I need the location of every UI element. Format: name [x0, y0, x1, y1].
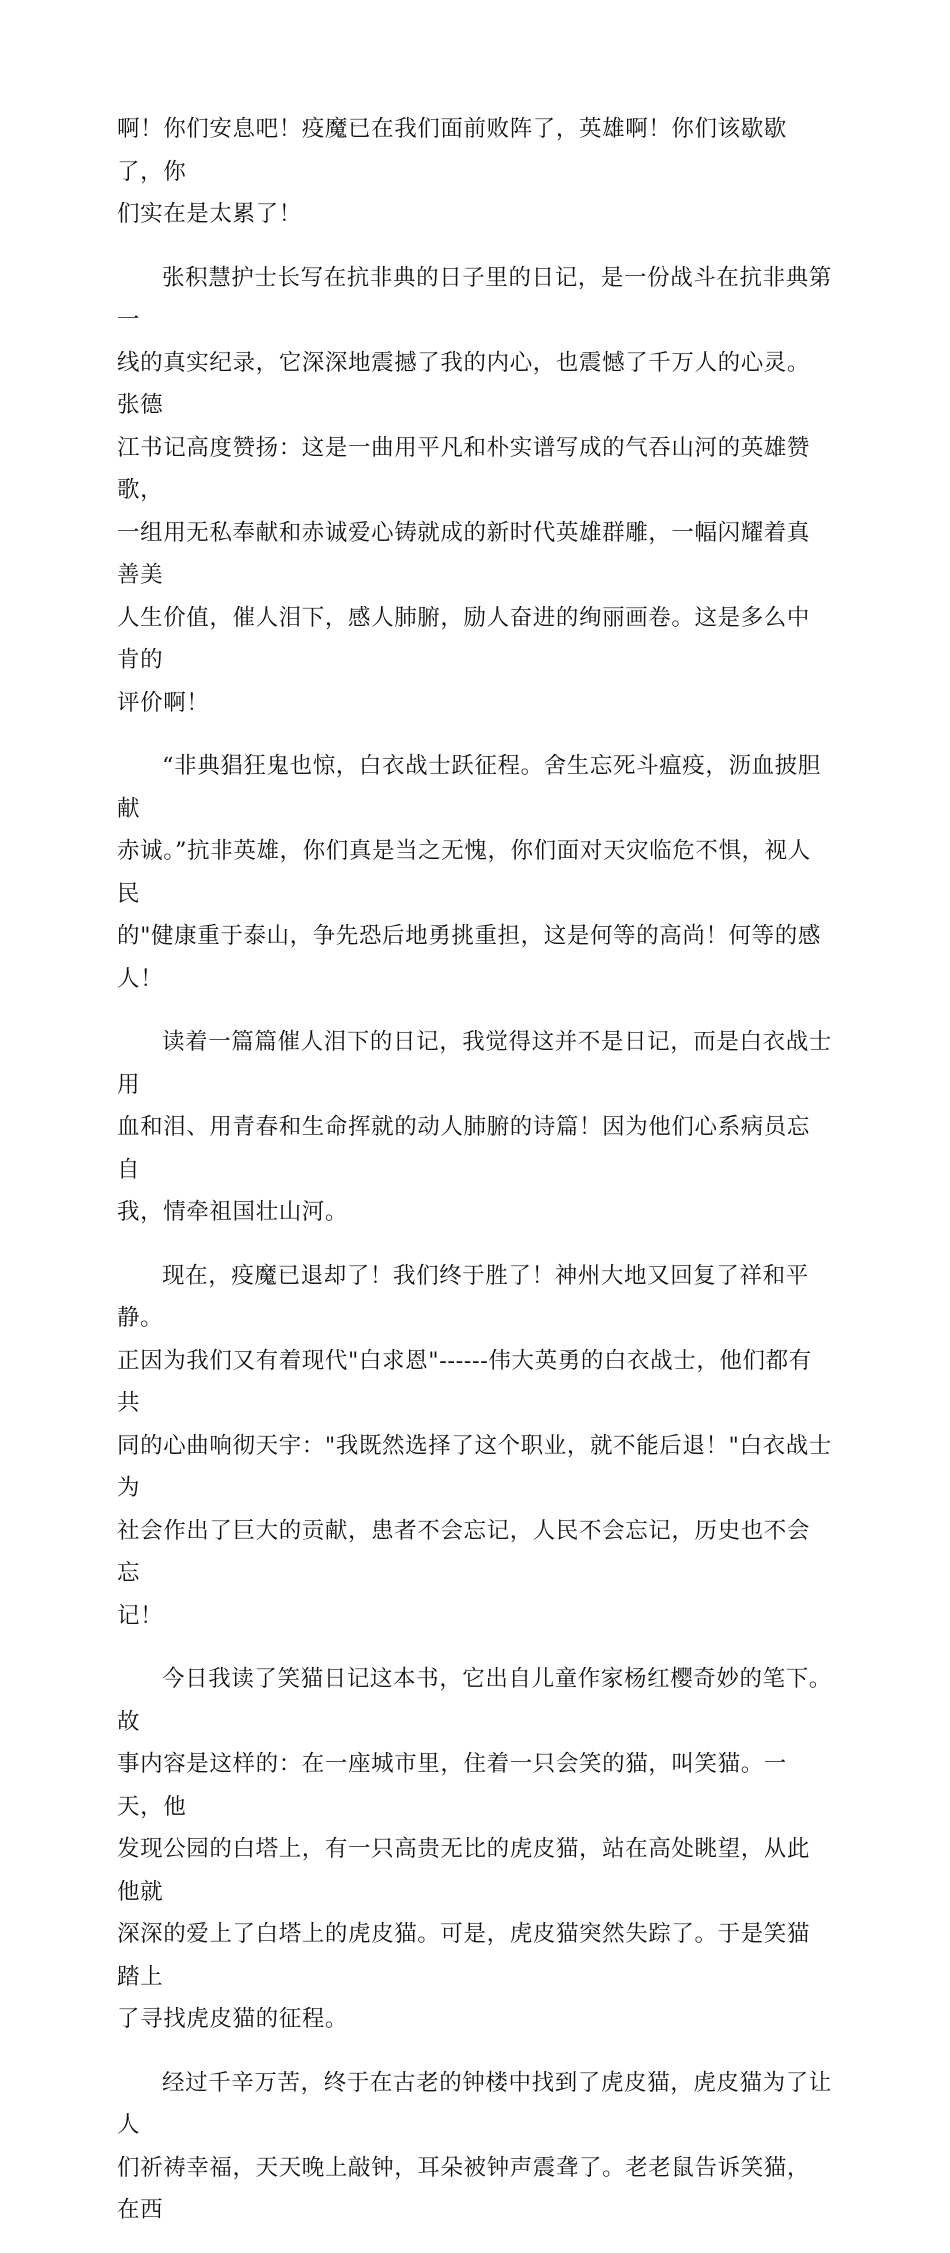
text-line: 一组用无私奉献和赤诚爱心铸就成的新时代英雄群雕，一幅闪耀着真善美 — [117, 519, 811, 588]
text-line: 事内容是这样的：在一座城市里，住着一只会笑的猫，叫笑猫。一天，他 — [117, 1751, 787, 1820]
text-line: 江书记高度赞扬：这是一曲用平凡和朴实谱写成的气吞山河的英雄赞歌， — [117, 434, 811, 503]
text-line: 们祈祷幸福，天天晚上敲钟，耳朵被钟声震聋了。老老鼠告诉笑猫，在西 — [117, 2154, 811, 2223]
paragraph — [117, 2062, 833, 2232]
text-line: 评价啊！ — [117, 689, 210, 716]
text-line: 的"健康重于泰山，争先恐后地勇挑重担，这是何等的高尚！何等的感 — [117, 923, 821, 949]
text-line: 社会作出了巨大的贡献，患者不会忘记，人民不会忘记，历史也不会忘 — [117, 1517, 811, 1586]
text-line: 人！ — [117, 965, 164, 992]
text-line: 了寻找虎皮猫的征程。 — [117, 2006, 349, 2032]
paragraph — [117, 745, 833, 1000]
text-line: 们实在是太累了！ — [117, 201, 302, 227]
text-line: 人生价值，催人泪下，感人肺腑，励人奋进的绚丽画卷。这是多么中肯的 — [117, 604, 811, 673]
text-line: 我，情牵祖国壮山河。 — [117, 1199, 349, 1225]
text-line: 赤诚。”抗非英雄，你们真是当之无愧，你们面对天灾临危不惧，视人民 — [117, 838, 811, 907]
paragraph — [117, 108, 833, 236]
paragraph — [117, 1658, 833, 2041]
paragraph — [117, 1255, 833, 1638]
text-line: 读着一篇篇催人泪下的日记，我觉得这并不是日记，而是白衣战士用 — [117, 1029, 832, 1098]
text-line: 啊！你们安息吧！疫魔已在我们面前败阵了，英雄啊！你们该歇歇了，你 — [117, 116, 787, 185]
paragraph — [117, 257, 833, 725]
text-line: 记！ — [117, 1602, 164, 1629]
paragraph — [117, 1021, 833, 1234]
text-line: 经过千辛万苦，终于在古老的钟楼中找到了虎皮猫，虎皮猫为了让人 — [117, 2069, 832, 2138]
text-line: “非典猖狂鬼也惊，白衣战士跃征程。舍生忘死斗瘟疫，沥血披胆献 — [117, 753, 821, 822]
text-line: 今日我读了笑猫日记这本书，它出自儿童作家杨红樱奇妙的笔下。故 — [117, 1666, 832, 1735]
text-line: 现在，疫魔已退却了！我们终于胜了！神州大地又回复了祥和平静。 — [117, 1262, 809, 1331]
text-line: 线的真实纪录，它深深地震撼了我的内心，也震憾了千万人的心灵。张德 — [117, 349, 811, 418]
text-line: 发现公园的白塔上，有一只高贵无比的虎皮猫，站在高处眺望，从此他就 — [117, 1836, 811, 1905]
text-line: 同的心曲响彻天宇："我既然选择了这个职业，就不能后退！"白衣战士为 — [117, 1432, 832, 1501]
text-line: 深深的爱上了白塔上的虎皮猫。可是，虎皮猫突然失踪了。于是笑猫踏上 — [117, 1921, 811, 1990]
text-line: 正因为我们又有着现代"白求恩"------伟大英勇的白衣战士，他们都有共 — [117, 1347, 812, 1416]
document-body — [117, 108, 833, 2253]
text-line: 张积慧护士长写在抗非典的日子里的日记，是一份战斗在抗非典第一 — [117, 264, 832, 333]
text-line: 血和泪、用青春和生命挥就的动人肺腑的诗篇！因为他们心系病员忘自 — [117, 1114, 811, 1183]
